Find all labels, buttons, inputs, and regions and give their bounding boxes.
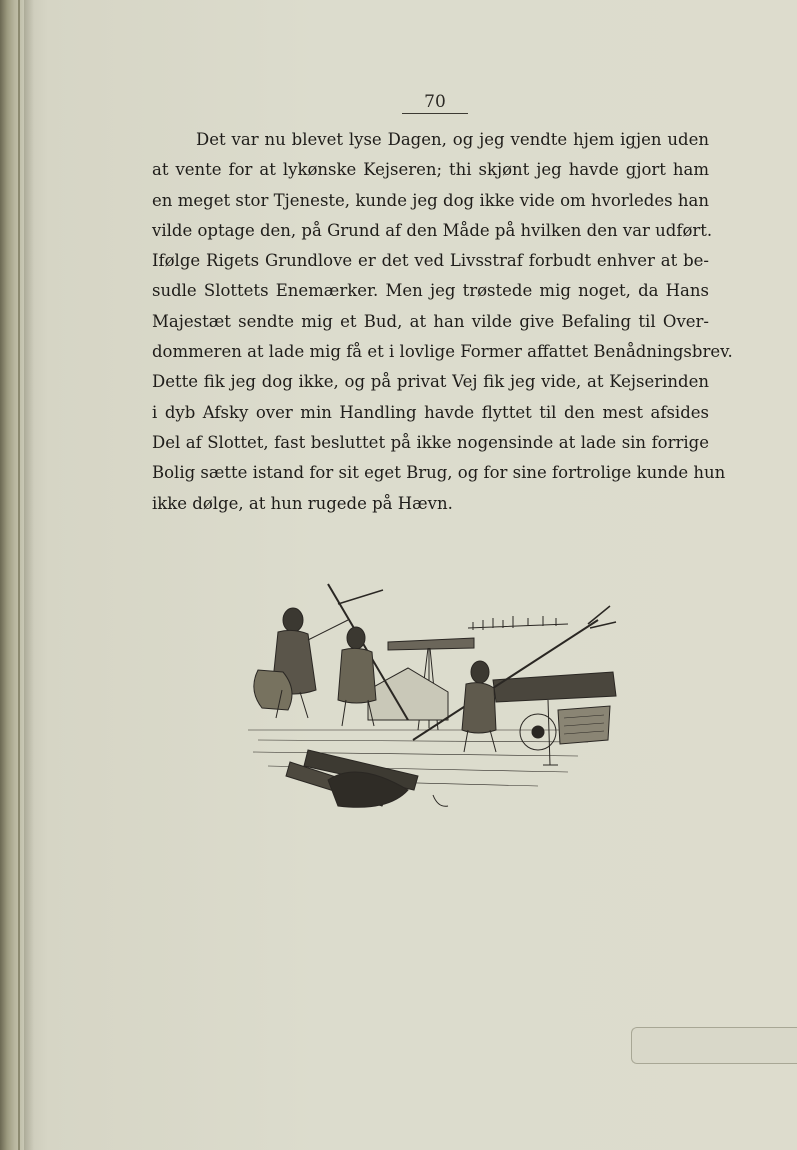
paragraph-line: Bolig sætte istand for sit eget Brug, og for sine fortrolige kunde hun — [152, 463, 726, 483]
body-paragraph — [152, 125, 733, 519]
library-label — [631, 1027, 797, 1064]
paragraph-line: sudle Slottets Enemærker. Men jeg trøstede mig noget, da Hans — [152, 281, 709, 301]
page-number-rule — [402, 113, 468, 114]
paragraph-line: Ifølge Rigets Grundlove er det ved Livsstraf forbudt enhver at be- — [152, 251, 709, 271]
paragraph-line: at vente for at lykønske Kejseren; thi skjønt jeg havde gjort ham — [152, 160, 709, 180]
paragraph-line: en meget stor Tjeneste, kunde jeg dog ikke vide om hvorledes han — [152, 190, 709, 210]
paragraph-line: Del af Slottet, fast besluttet på ikke nogensinde at lade sin forrige — [152, 432, 709, 452]
engraving-illustration — [238, 580, 620, 820]
page-gutter-shadow — [24, 0, 34, 1150]
paragraph-line: Det var nu blevet lyse Dagen, og jeg vendte hjem igjen uden — [196, 130, 709, 149]
paragraph-line: vilde optage den, på Grund af den Måde på hvilken den var udført. — [152, 220, 713, 240]
paragraph-line: ikke dølge, at hun rugede på Hævn. — [152, 493, 453, 513]
paragraph-line: Dette fik jeg dog ikke, og på privat Vej fik jeg vide, at Kejserinden — [152, 372, 709, 392]
paragraph-line: Majestæt sendte mig et Bud, at han vilde give Befaling til Over- — [152, 311, 709, 331]
paragraph-line: dommeren at lade mig få et i lovlige Former affattet Benådningsbrev. — [152, 342, 733, 362]
page-number: 70 — [424, 92, 446, 112]
paragraph-line: i dyb Afsky over min Handling havde flyttet til den mest afsides — [152, 402, 709, 422]
book-spine — [0, 0, 24, 1150]
